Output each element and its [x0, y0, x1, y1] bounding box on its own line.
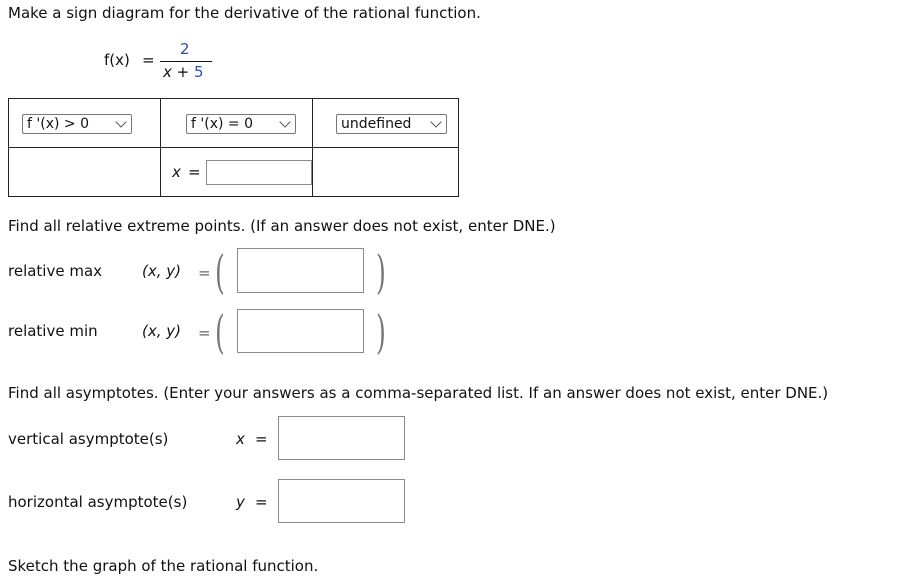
vertical-asymptote-input[interactable] — [278, 416, 405, 460]
sketch-prompt: Sketch the graph of the rational function. — [8, 557, 319, 575]
sign-diagram-table — [8, 98, 459, 197]
critical-x-equals: = — [188, 163, 201, 181]
horizontal-asymptote-input[interactable] — [278, 479, 405, 523]
select-2-value: f '(x) = 0 — [191, 116, 253, 132]
relative-max-equals: = — [198, 264, 211, 282]
derivative-sign-select-2[interactable] — [186, 114, 296, 134]
sign-cell-5 — [161, 148, 313, 197]
relative-max-xy: (x, y) — [142, 262, 181, 280]
select-1-value: f '(x) > 0 — [27, 116, 89, 132]
relative-min-xy: (x, y) — [142, 322, 181, 340]
function-equals: = — [142, 51, 155, 69]
vertical-asymptote-var: x — [236, 430, 245, 448]
sign-cell-4 — [9, 148, 161, 197]
horizontal-asymptote-label: horizontal asymptote(s) — [8, 493, 188, 511]
denominator-constant: 5 — [194, 63, 204, 81]
vertical-asymptote-label: vertical asymptote(s) — [8, 430, 169, 448]
denominator — [163, 63, 204, 81]
left-paren-icon: ( — [215, 305, 225, 359]
relative-min-label: relative min — [8, 322, 98, 340]
derivative-sign-select-1[interactable] — [22, 114, 132, 134]
numerator: 2 — [180, 40, 190, 58]
vertical-asymptote-equals: = — [255, 430, 268, 448]
relative-max-input[interactable] — [237, 248, 364, 293]
sign-cell-6 — [313, 148, 459, 197]
extreme-prompt: Find all relative extreme points. (If an answer does not exist, enter DNE.) — [8, 217, 556, 235]
chevron-down-icon — [430, 116, 441, 127]
denominator-operator: + — [176, 63, 190, 81]
horizontal-asymptote-equals: = — [255, 493, 268, 511]
sign-row-selects — [9, 99, 459, 148]
derivative-sign-select-3[interactable] — [336, 114, 447, 134]
critical-x-input[interactable] — [206, 160, 312, 185]
right-paren-icon: ) — [376, 245, 386, 299]
intro-text: Make a sign diagram for the derivative of the rational function. — [8, 4, 481, 22]
relative-min-equals: = — [198, 324, 211, 342]
asymptotes-prompt: Find all asymptotes. (Enter your answers as a comma-separated list. If an answer does not exist, enter DNE.) — [8, 384, 829, 402]
right-paren-icon: ) — [376, 305, 386, 359]
select-3-value: undefined — [341, 116, 412, 132]
relative-min-input[interactable] — [237, 309, 364, 353]
sign-cell-3 — [313, 99, 459, 148]
horizontal-asymptote-var: y — [236, 493, 245, 511]
chevron-down-icon — [279, 116, 290, 127]
sign-cell-1 — [9, 99, 161, 148]
function-name: f(x) — [104, 51, 130, 69]
fraction-bar — [160, 61, 212, 62]
sign-row-values — [9, 148, 459, 197]
critical-x-label: x — [172, 163, 181, 181]
sign-cell-2 — [161, 99, 313, 148]
relative-max-label: relative max — [8, 262, 103, 280]
denominator-variable: x — [163, 63, 172, 81]
chevron-down-icon — [115, 116, 126, 127]
left-paren-icon: ( — [215, 245, 225, 299]
function-lhs — [104, 51, 130, 69]
